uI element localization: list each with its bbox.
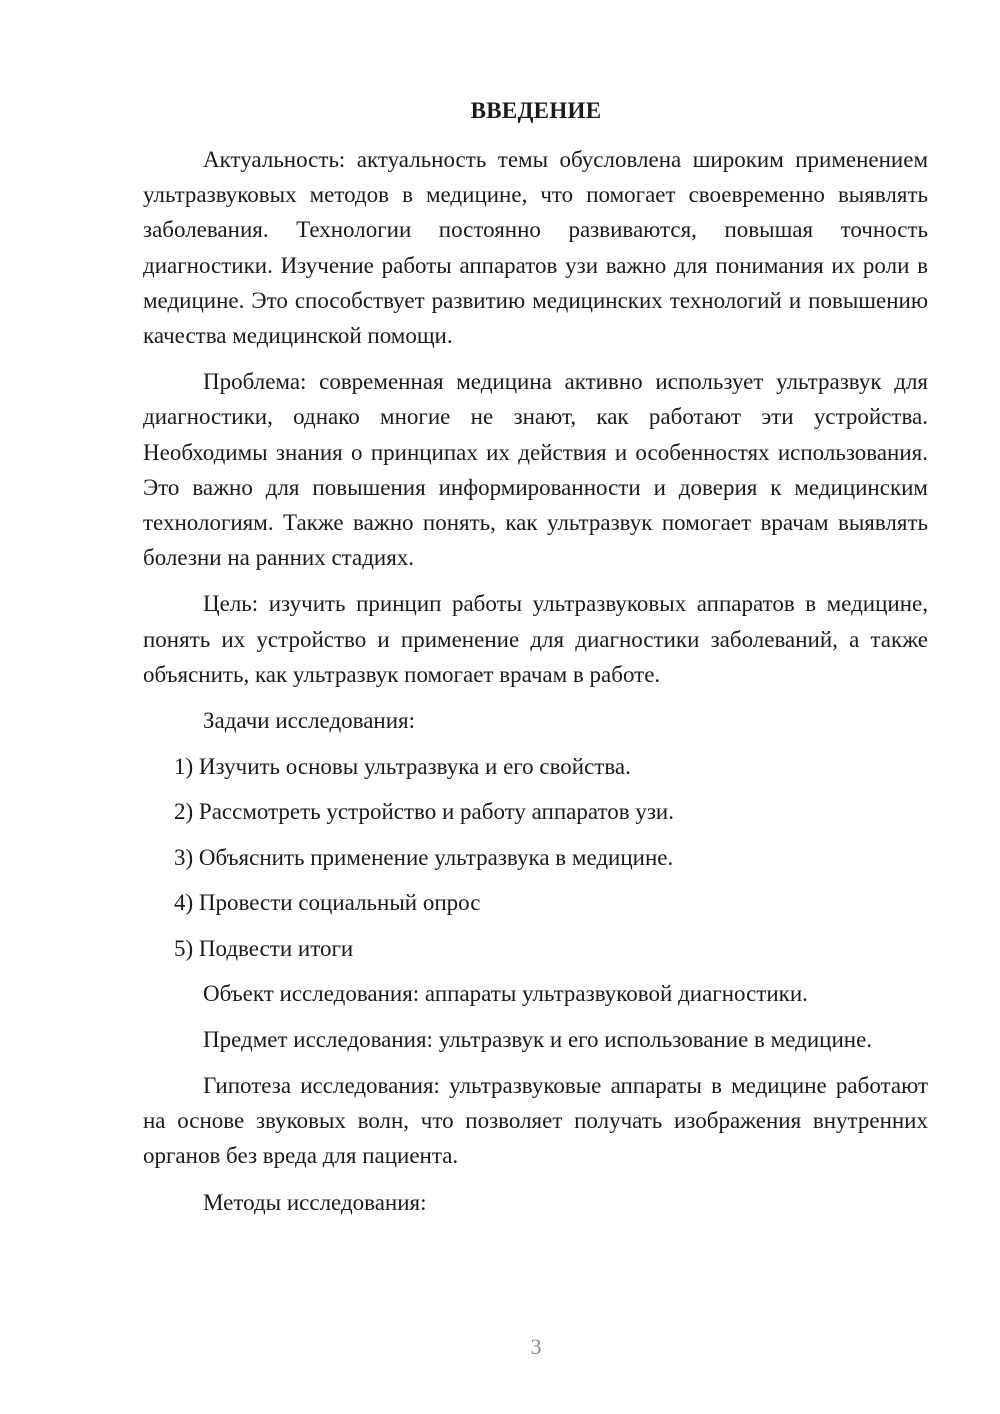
hypothesis-paragraph: Гипотеза исследования: ультразвуковые аппараты в медицине работают на основе звуковых волн, что позволяет получать изображения внутренних органов без вреда для пациента. xyxy=(143,1073,928,1169)
relevance-paragraph: Актуальность: актуальность темы обусловлена широким применением ультразвуковых методов в медицине, что помогает своевременно выявлять заболевания. Технологии постоянно развиваются, повышая точность диагностики. Изучение работы аппаратов узи важно для понимания их роли в медицине. Это способствует развитию медицинских технологий и повышению качества медицинской помощи. xyxy=(143,147,928,349)
subject-line: Предмет исследования: ультразвук и его использование в медицине. xyxy=(203,1027,873,1052)
task-item: 2) Рассмотреть устройство и работу аппаратов узи. xyxy=(174,799,674,825)
document-body xyxy=(143,142,928,1231)
section-heading: ВВЕДЕНИЕ xyxy=(470,98,602,123)
task-item: 3) Объяснить применение ультразвука в медицине. xyxy=(174,844,674,870)
tasks-list xyxy=(143,749,928,966)
object-line: Объект исследования: аппараты ультразвуковой диагностики. xyxy=(203,981,808,1006)
goal-paragraph: Цель: изучить принцип работы ультразвуковых аппаратов в медицине, понять их устройство и применение для диагностики заболеваний, а также объяснить, как ультразвук помогает врачам в работе. xyxy=(143,591,928,687)
methods-heading: Методы исследования: xyxy=(203,1189,427,1215)
problem-paragraph: Проблема: современная медицина активно использует ультразвук для диагностики, однако многие не знают, как работают эти устройства. Необходимы знания о принципах их действия и особенностях использования. Это важно для повышения информированности и доверия к медицинским технологиям. Также важно понять, как ультразвук помогает врачам выявлять болезни на ранних стадиях. xyxy=(143,369,928,571)
task-item: 1) Изучить основы ультразвука и его свойства. xyxy=(174,754,631,780)
task-item: 5) Подвести итоги xyxy=(174,935,354,961)
page-number: 3 xyxy=(530,1334,542,1359)
task-item: 4) Провести социальный опрос xyxy=(174,890,481,916)
tasks-heading: Задачи исследования: xyxy=(203,708,416,734)
